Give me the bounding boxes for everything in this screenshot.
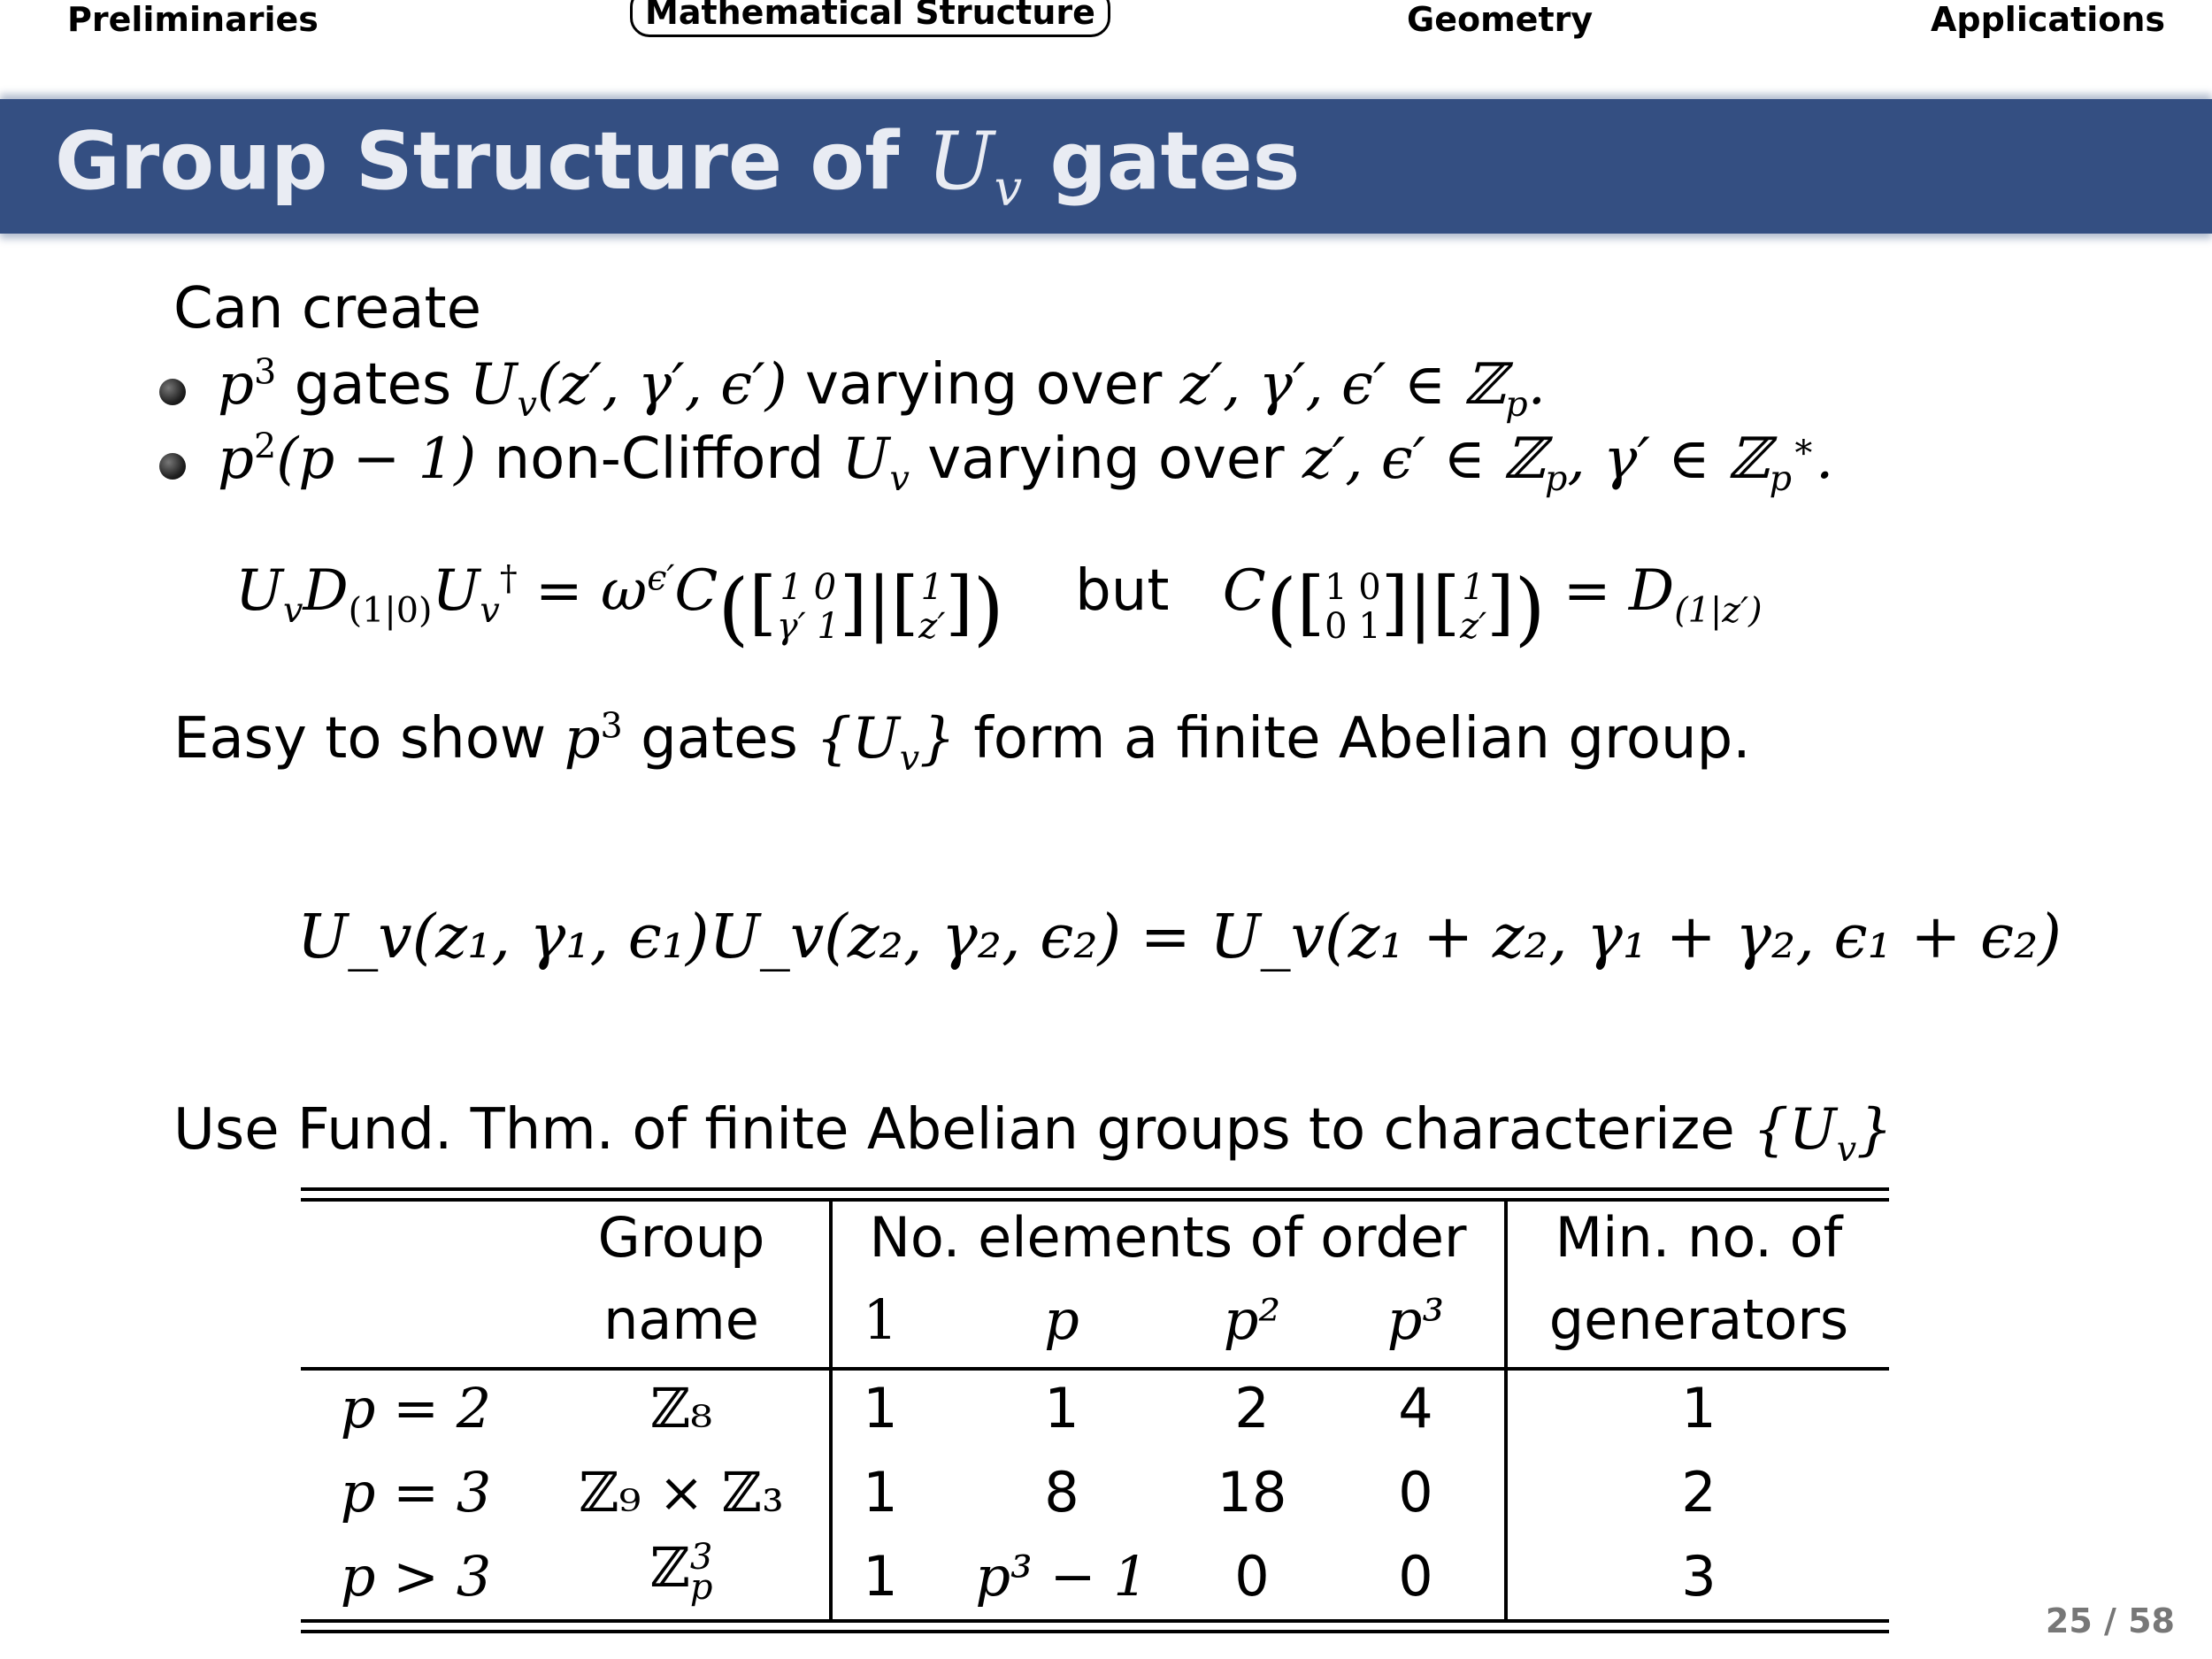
slide-title bbox=[55, 115, 1301, 218]
table-bottom-rule bbox=[301, 1619, 1889, 1623]
header-min-no: Min. no. of bbox=[1555, 1205, 1843, 1270]
row-1-count-p3: 4 bbox=[1398, 1376, 1433, 1440]
nav-item-mathematical-structure[interactable]: Mathematical Structure bbox=[630, 0, 1110, 37]
row-2-cond: p = 3 bbox=[340, 1460, 492, 1525]
header-name: name bbox=[603, 1287, 759, 1352]
matrix-identity: 1 0 0 1 bbox=[1325, 567, 1381, 647]
page-number: 25 / 58 bbox=[2045, 1601, 2175, 1640]
row-2-count-1: 1 bbox=[863, 1460, 898, 1525]
title-math: $U_v$ bbox=[926, 115, 1023, 218]
header-order-p3: p³ bbox=[1386, 1287, 1445, 1352]
table-bottom-rule-2 bbox=[301, 1630, 1889, 1633]
row-3-count-p: p³ − 1 bbox=[975, 1544, 1148, 1609]
row-1-cond: p = 2 bbox=[340, 1376, 492, 1440]
section-navigation bbox=[0, 0, 2212, 53]
row-2-count-p2: 18 bbox=[1217, 1460, 1287, 1525]
product-equation: U_v(z₁, γ₁, ϵ₁)U_v(z₂, γ₂, ϵ₂) = U_v(z₁ + z₂, γ₁ + γ₂, ϵ₁ + ϵ₂) bbox=[297, 902, 2062, 972]
nav-item-applications[interactable]: Applications bbox=[1931, 0, 2165, 39]
bullet-1-marker bbox=[159, 379, 186, 405]
matrix-1: 1 0 γ′ 1 bbox=[776, 567, 840, 647]
vector-2: 1 z′ bbox=[1460, 567, 1487, 647]
bullet-2-marker bbox=[159, 453, 186, 480]
header-order-p2: p² bbox=[1223, 1287, 1281, 1352]
use-fund-thm-text: Use Fund. Thm. of finite Abelian groups to characterize $\{U_v\}$ bbox=[173, 1097, 1893, 1170]
table-header-rule bbox=[301, 1367, 1889, 1371]
can-create-text: Can create bbox=[173, 276, 481, 342]
title-text: Group Structure of bbox=[55, 115, 900, 208]
header-generators: generators bbox=[1548, 1287, 1849, 1352]
bullet-2-text: $p^2(p - 1)$ non-Clifford $U_v$ varying over z′, ϵ′ ∈ ℤ$_p$, γ′ ∈ ℤ$_p$∗. bbox=[218, 426, 1834, 499]
row-3-gens: 3 bbox=[1681, 1544, 1717, 1609]
row-1-group: ℤ₈ bbox=[649, 1376, 713, 1440]
header-order-p: p bbox=[1044, 1287, 1079, 1352]
easy-to-show-text: Easy to show $p^3$ gates $\{U_v\}$ form a finite Abelian group. bbox=[173, 705, 1751, 779]
header-group: Group bbox=[597, 1205, 765, 1270]
but-text: but bbox=[1075, 557, 1170, 624]
row-3-cond: p > 3 bbox=[340, 1544, 492, 1609]
table-top-rule-2 bbox=[301, 1198, 1889, 1202]
title-suffix: gates bbox=[1049, 115, 1301, 208]
nav-item-geometry[interactable]: Geometry bbox=[1407, 0, 1594, 39]
row-1-count-p: 1 bbox=[1044, 1376, 1079, 1440]
nav-item-preliminaries[interactable]: Preliminaries bbox=[67, 0, 319, 39]
vector-1: 1 z′ bbox=[918, 567, 946, 647]
row-1-gens: 1 bbox=[1681, 1376, 1717, 1440]
row-1-count-1: 1 bbox=[863, 1376, 898, 1440]
header-elements: No. elements of order bbox=[869, 1205, 1467, 1270]
row-2-group: ℤ₉ × ℤ₃ bbox=[579, 1460, 784, 1525]
header-order-1: 1 bbox=[863, 1287, 898, 1352]
row-3-group: ℤ3 p bbox=[649, 1535, 713, 1608]
row-3-count-1: 1 bbox=[863, 1544, 898, 1609]
row-3-count-p2: 0 bbox=[1234, 1544, 1270, 1609]
table-divider-2 bbox=[1504, 1202, 1508, 1619]
table-top-rule bbox=[301, 1187, 1889, 1191]
row-1-count-p2: 2 bbox=[1234, 1376, 1270, 1440]
row-2-count-p: 8 bbox=[1044, 1460, 1079, 1525]
row-3-count-p3: 0 bbox=[1398, 1544, 1433, 1609]
row-2-gens: 2 bbox=[1681, 1460, 1717, 1525]
bullet-1-text: $p^3$ gates $U_v(z'$, γ′, ϵ′) varying over z′, γ′, ϵ′ ∈ ℤ$_p$. bbox=[218, 351, 1546, 425]
conjugation-equation: $U_vD_{(1|0)}U_v^\dagger = \omega^{\epsilon'}C([1$ 0 γ′ 1]|[1 z′]) but C([1 0 0 1]|[1 $z']) = D_{(1|z')}$ bbox=[235, 557, 1763, 656]
row-2-count-p3: 0 bbox=[1398, 1460, 1433, 1525]
